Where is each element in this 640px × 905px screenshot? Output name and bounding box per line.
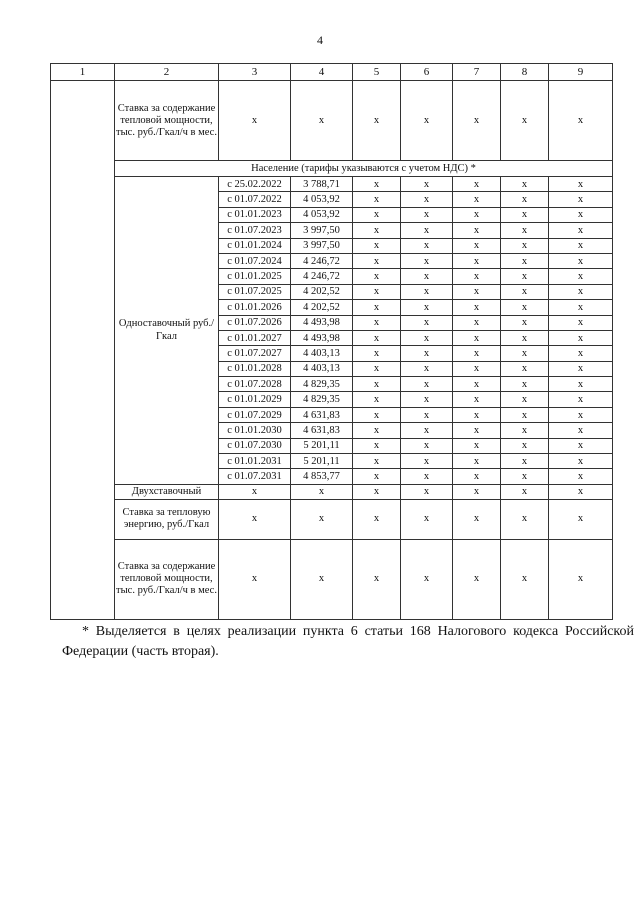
- x-cell: х: [549, 315, 613, 330]
- x-cell: х: [501, 539, 549, 619]
- value-cell: 4 202,52: [291, 300, 353, 315]
- x-cell: х: [401, 423, 453, 438]
- x-cell: х: [501, 377, 549, 392]
- value-cell: 4 403,13: [291, 346, 353, 361]
- x-cell: х: [353, 469, 401, 484]
- x-cell: х: [401, 407, 453, 422]
- x-cell: х: [453, 330, 501, 345]
- table-row: [51, 177, 613, 192]
- value-cell: 4 631,83: [291, 423, 353, 438]
- x-cell: х: [501, 269, 549, 284]
- value-cell: 4 829,35: [291, 377, 353, 392]
- column-header: 3: [219, 64, 291, 81]
- x-cell: х: [401, 315, 453, 330]
- x-cell: х: [549, 177, 613, 192]
- value-cell: 4 053,92: [291, 192, 353, 207]
- x-cell: х: [453, 377, 501, 392]
- page-number: 4: [317, 33, 323, 47]
- x-cell: х: [453, 253, 501, 268]
- x-cell: х: [453, 177, 501, 192]
- value-cell: 4 493,98: [291, 315, 353, 330]
- x-cell: х: [401, 223, 453, 238]
- x-cell: х: [353, 81, 401, 161]
- x-cell: х: [453, 300, 501, 315]
- x-cell: х: [453, 346, 501, 361]
- x-cell: х: [549, 438, 613, 453]
- x-cell: х: [501, 300, 549, 315]
- x-cell: х: [453, 469, 501, 484]
- row-label: Ставка за тепловую энергию, руб./Гкал: [115, 499, 219, 539]
- x-cell: х: [353, 438, 401, 453]
- value-cell: 5 201,11: [291, 454, 353, 469]
- x-cell: х: [501, 469, 549, 484]
- x-cell: х: [501, 392, 549, 407]
- x-cell: х: [453, 269, 501, 284]
- row-label: Ставка за содержание тепловой мощности, тыс. руб./Гкал/ч в мес.: [115, 539, 219, 619]
- x-cell: х: [353, 300, 401, 315]
- x-cell: х: [501, 346, 549, 361]
- x-cell: х: [401, 207, 453, 222]
- x-cell: х: [549, 238, 613, 253]
- x-cell: х: [353, 253, 401, 268]
- x-cell: х: [353, 223, 401, 238]
- x-cell: х: [353, 423, 401, 438]
- x-cell: х: [291, 539, 353, 619]
- x-cell: х: [353, 177, 401, 192]
- date-cell: с 01.01.2031: [219, 454, 291, 469]
- date-cell: с 01.07.2028: [219, 377, 291, 392]
- x-cell: х: [401, 469, 453, 484]
- date-cell: с 01.01.2023: [219, 207, 291, 222]
- x-cell: х: [401, 438, 453, 453]
- x-cell: х: [353, 407, 401, 422]
- x-cell: х: [501, 207, 549, 222]
- x-cell: х: [549, 346, 613, 361]
- x-cell: х: [219, 484, 291, 499]
- x-cell: х: [401, 253, 453, 268]
- value-cell: 4 053,92: [291, 207, 353, 222]
- x-cell: х: [501, 253, 549, 268]
- section-header: Население (тарифы указываются с учетом НДС) *: [115, 161, 613, 177]
- row-label: Ставка за содержание тепловой мощности, тыс. руб./Гкал/ч в мес.: [115, 81, 219, 161]
- x-cell: х: [353, 377, 401, 392]
- x-cell: х: [549, 207, 613, 222]
- x-cell: х: [549, 269, 613, 284]
- x-cell: х: [353, 361, 401, 376]
- column-header: 7: [453, 64, 501, 81]
- x-cell: х: [501, 454, 549, 469]
- x-cell: х: [453, 407, 501, 422]
- value-cell: 4 631,83: [291, 407, 353, 422]
- x-cell: х: [453, 238, 501, 253]
- table-row: [51, 484, 613, 499]
- x-cell: х: [549, 81, 613, 161]
- x-cell: х: [549, 469, 613, 484]
- value-cell: 3 788,71: [291, 177, 353, 192]
- column-header: 9: [549, 64, 613, 81]
- x-cell: х: [453, 81, 501, 161]
- x-cell: х: [353, 192, 401, 207]
- x-cell: х: [501, 81, 549, 161]
- value-cell: 4 493,98: [291, 330, 353, 345]
- date-cell: с 01.07.2022: [219, 192, 291, 207]
- date-cell: с 01.07.2026: [219, 315, 291, 330]
- column-header: 2: [115, 64, 219, 81]
- x-cell: х: [453, 438, 501, 453]
- x-cell: х: [353, 238, 401, 253]
- x-cell: х: [353, 484, 401, 499]
- x-cell: х: [453, 192, 501, 207]
- x-cell: х: [453, 499, 501, 539]
- x-cell: х: [453, 284, 501, 299]
- date-cell: с 01.07.2023: [219, 223, 291, 238]
- x-cell: х: [353, 315, 401, 330]
- x-cell: х: [501, 438, 549, 453]
- value-cell: 3 997,50: [291, 238, 353, 253]
- value-cell: 4 246,72: [291, 253, 353, 268]
- x-cell: х: [549, 192, 613, 207]
- x-cell: х: [401, 330, 453, 345]
- date-cell: с 01.07.2029: [219, 407, 291, 422]
- x-cell: х: [453, 539, 501, 619]
- x-cell: х: [453, 423, 501, 438]
- value-cell: 3 997,50: [291, 223, 353, 238]
- date-cell: с 01.01.2026: [219, 300, 291, 315]
- x-cell: х: [453, 361, 501, 376]
- date-cell: с 01.01.2027: [219, 330, 291, 345]
- value-cell: 4 246,72: [291, 269, 353, 284]
- x-cell: х: [353, 284, 401, 299]
- date-cell: с 01.07.2031: [219, 469, 291, 484]
- x-cell: х: [501, 284, 549, 299]
- x-cell: х: [353, 454, 401, 469]
- x-cell: х: [401, 377, 453, 392]
- row-label: Двухставочный: [115, 484, 219, 499]
- x-cell: х: [401, 346, 453, 361]
- x-cell: х: [549, 223, 613, 238]
- x-cell: х: [501, 238, 549, 253]
- table-row: [51, 81, 613, 161]
- value-cell: 4 202,52: [291, 284, 353, 299]
- x-cell: х: [453, 484, 501, 499]
- x-cell: х: [219, 539, 291, 619]
- column-header: 5: [353, 64, 401, 81]
- x-cell: х: [353, 539, 401, 619]
- x-cell: х: [549, 253, 613, 268]
- x-cell: х: [549, 539, 613, 619]
- x-cell: х: [353, 330, 401, 345]
- x-cell: х: [353, 392, 401, 407]
- x-cell: х: [501, 407, 549, 422]
- x-cell: х: [401, 81, 453, 161]
- x-cell: х: [401, 238, 453, 253]
- x-cell: х: [401, 539, 453, 619]
- x-cell: х: [453, 315, 501, 330]
- x-cell: х: [401, 499, 453, 539]
- x-cell: х: [219, 81, 291, 161]
- x-cell: х: [401, 484, 453, 499]
- column-header: 1: [51, 64, 115, 81]
- date-cell: с 01.01.2030: [219, 423, 291, 438]
- x-cell: х: [401, 361, 453, 376]
- date-cell: с 01.07.2025: [219, 284, 291, 299]
- column-header: 6: [401, 64, 453, 81]
- row-label: Одноставочный руб./Гкал: [115, 177, 219, 485]
- x-cell: х: [501, 499, 549, 539]
- value-cell: 4 853,77: [291, 469, 353, 484]
- table-row: [51, 539, 613, 619]
- x-cell: х: [353, 346, 401, 361]
- x-cell: х: [501, 315, 549, 330]
- x-cell: х: [453, 392, 501, 407]
- value-cell: 4 403,13: [291, 361, 353, 376]
- x-cell: х: [549, 330, 613, 345]
- date-cell: с 01.07.2024: [219, 253, 291, 268]
- date-cell: с 01.07.2027: [219, 346, 291, 361]
- x-cell: х: [401, 454, 453, 469]
- x-cell: х: [401, 177, 453, 192]
- x-cell: х: [353, 269, 401, 284]
- header-row: [51, 64, 613, 81]
- date-cell: с 01.01.2024: [219, 238, 291, 253]
- date-cell: с 01.01.2025: [219, 269, 291, 284]
- x-cell: х: [501, 484, 549, 499]
- table-row: [51, 499, 613, 539]
- date-cell: с 25.02.2022: [219, 177, 291, 192]
- x-cell: х: [453, 454, 501, 469]
- value-cell: 4 829,35: [291, 392, 353, 407]
- x-cell: х: [549, 377, 613, 392]
- x-cell: х: [549, 300, 613, 315]
- x-cell: х: [501, 192, 549, 207]
- x-cell: х: [549, 361, 613, 376]
- x-cell: х: [401, 300, 453, 315]
- column-header: 8: [501, 64, 549, 81]
- x-cell: х: [501, 330, 549, 345]
- tariff-table: [50, 63, 613, 620]
- date-cell: с 01.01.2029: [219, 392, 291, 407]
- x-cell: х: [401, 269, 453, 284]
- table-row: [51, 161, 613, 177]
- x-cell: х: [401, 284, 453, 299]
- x-cell: х: [549, 407, 613, 422]
- column-header: 4: [291, 64, 353, 81]
- x-cell: х: [291, 484, 353, 499]
- x-cell: х: [291, 499, 353, 539]
- value-cell: 5 201,11: [291, 438, 353, 453]
- x-cell: х: [501, 223, 549, 238]
- x-cell: х: [353, 207, 401, 222]
- x-cell: х: [549, 392, 613, 407]
- x-cell: х: [453, 207, 501, 222]
- x-cell: х: [549, 484, 613, 499]
- x-cell: х: [453, 223, 501, 238]
- empty-cell: [51, 81, 115, 620]
- x-cell: х: [401, 392, 453, 407]
- date-cell: с 01.01.2028: [219, 361, 291, 376]
- x-cell: х: [549, 284, 613, 299]
- x-cell: х: [549, 499, 613, 539]
- x-cell: х: [501, 423, 549, 438]
- footnote: * Выделяется в целях реализации пункта 6 статьи 168 Налогового кодекса Российской Федерации (часть вторая).: [62, 624, 634, 659]
- x-cell: х: [219, 499, 291, 539]
- x-cell: х: [353, 499, 401, 539]
- x-cell: х: [291, 81, 353, 161]
- x-cell: х: [501, 177, 549, 192]
- x-cell: х: [549, 423, 613, 438]
- date-cell: с 01.07.2030: [219, 438, 291, 453]
- x-cell: х: [401, 192, 453, 207]
- x-cell: х: [501, 361, 549, 376]
- x-cell: х: [549, 454, 613, 469]
